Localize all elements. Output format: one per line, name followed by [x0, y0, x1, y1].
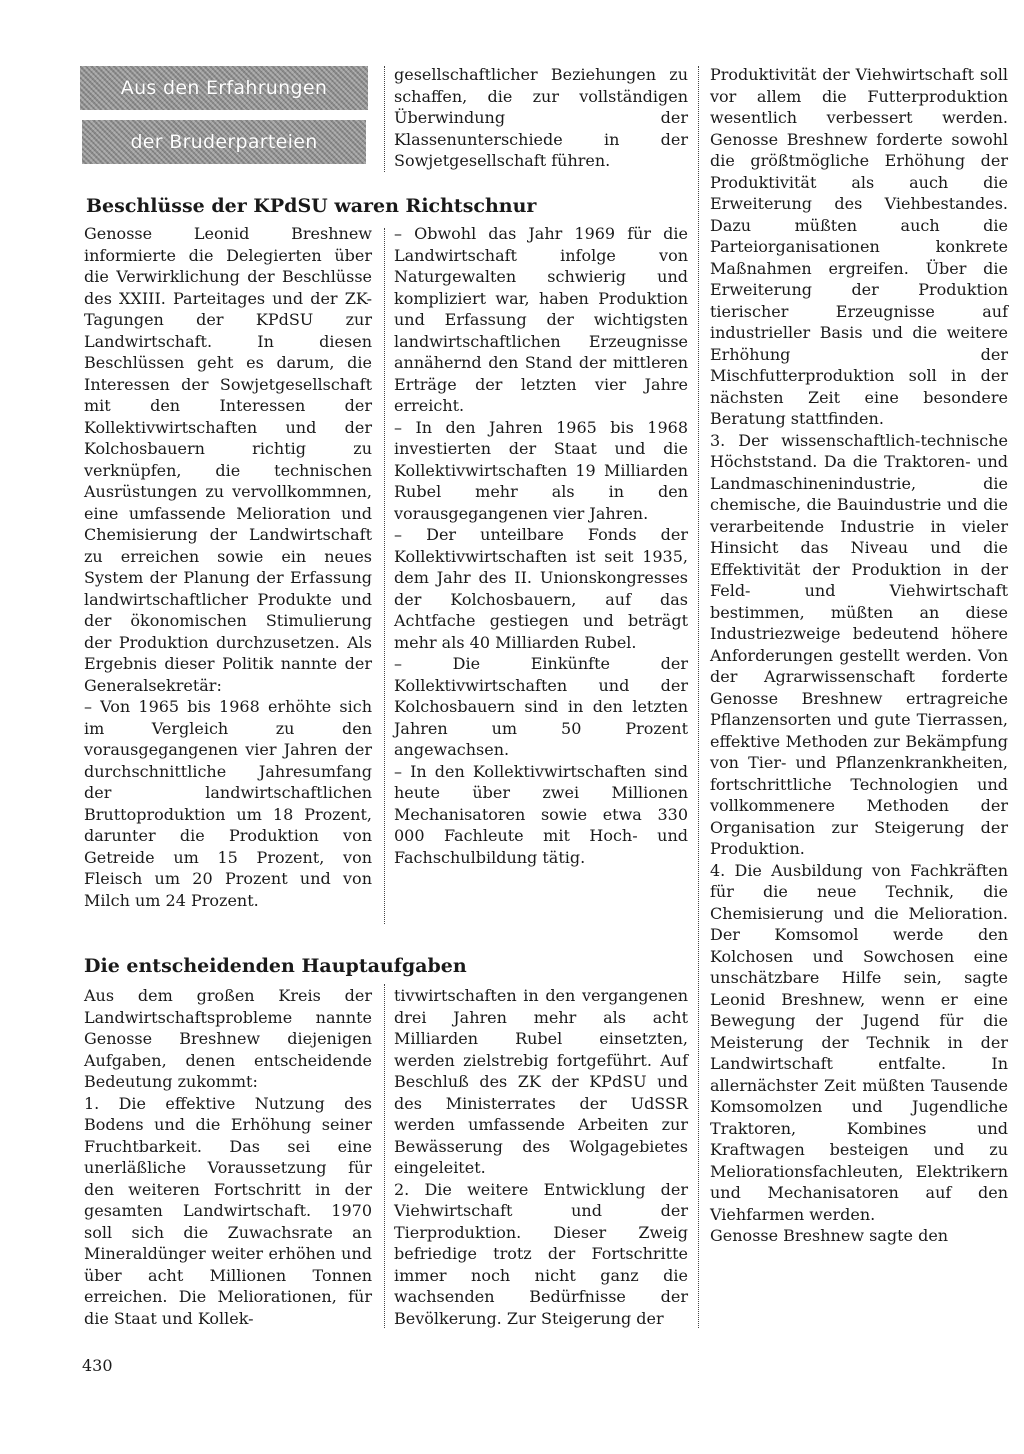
- paragraph: – Die Einkünfte der Kollektivwirtschaften und der Kolchosbauern sind in den letzten Jahren um 50 Prozent angewachsen.: [394, 654, 688, 759]
- section-banner: [80, 66, 368, 166]
- banner-line-1: Aus den Erfahrungen: [80, 66, 368, 110]
- column-divider: [698, 66, 699, 1328]
- section-headline: Beschlüsse der KPdSU waren Richtschnur: [86, 195, 537, 217]
- column-divider: [384, 984, 385, 1328]
- banner-line-2: der Bruderparteien: [82, 120, 366, 164]
- paragraph: 4. Die Ausbildung von Fachkräften für die neue Technik, die Chemisierung und die Melioration. Der Komsomol werde den Kolchosen und Sowchosen eine unschätzbare Hilfe sein, sagte Leonid Breshnew, wenn er eine Bewegung der Jugend für die Meisterung der Technik in der Landwirtschaft entfalte. In allernächster Zeit müßten Tausende Komsomolzen und Jugendliche Traktoren, Kombines und Kraftwagen besteigen und zu Meliorationsfachleuten, Elektrikern und Mechanisatoren auf den Viehfarmen werden.: [710, 860, 1008, 1224]
- paragraph: 1. Die effektive Nutzung des Bodens und die Erhöhung seiner Fruchtbarkeit. Das sei eine unerläßliche Voraussetzung für den weiteren Fortschritt in der gesamten Landwirtschaft. 1970 soll sich die Zuwachsrate an Mineraldünger weiter erhöhen und über acht Millionen Tonnen erreichen. Die Meliorationen, für die Staat und Kollek-: [84, 1093, 372, 1328]
- article-column-left-2: [84, 985, 372, 1329]
- section-headline: Die entscheidenden Hauptaufgaben: [84, 955, 467, 977]
- page-number: 430: [82, 1356, 113, 1375]
- article-column-right: [710, 64, 1008, 1247]
- article-column-left: [84, 223, 372, 911]
- paragraph: – In den Jahren 1965 bis 1968 investierten der Staat und die Kollektivwirtschaften 19 Milliarden Rubel mehr als in den vorausgegangenen vier Jahren.: [394, 417, 688, 523]
- paragraph: – In den Kollektivwirtschaften sind heute über zwei Millionen Mechanisatoren sowie etwa 330 000 Fachleute mit Hoch- und Fachschulbildung tätig.: [394, 761, 688, 867]
- paragraph: 3. Der wissenschaftlich-technische Höchststand. Da die Traktoren- und Landmaschinenindustrie, die chemische, die Bauindustrie und die verarbeitende Industrie in vieler Hinsicht das Niveau und die Effektivität der Produktion in der Feld- und Viehwirtschaft bestimmen, müßten an diese Industriezweige bedeutend höhere Anforderungen gestellt werden. Von der Agrarwissenschaft forderte Genosse Breshnew ertragreiche Pflanzensorten und gute Tierrassen, effektive Methoden zur Bekämpfung von Tier- und Pflanzenkrankheiten, fortschrittliche Technologien und vollkommenere Methoden der Organisation zur Steigerung der Produktion.: [710, 430, 1008, 858]
- paragraph: Genosse Breshnew sagte den: [710, 1226, 949, 1245]
- article-column-middle: [394, 223, 688, 868]
- paragraph: – Von 1965 bis 1968 erhöhte sich im Vergleich zu den vorausgegangenen vier Jahren der durchschnittliche Jahresumfang der landwirtschaftlichen Bruttoproduktion um 18 Prozent, darunter die Produktion von Getreide um 15 Prozent, von Fleisch um 20 Prozent und von Milch um 24 Prozent.: [84, 697, 372, 910]
- article-column-middle-2: [394, 985, 688, 1329]
- article-column-top-middle: [394, 64, 688, 172]
- paragraph: Genosse Leonid Breshnew informierte die Delegierten über die Verwirklichung der Beschlüsse des XXIII. Parteitages und der ZK-Tagungen der KPdSU zur Landwirtschaft. In diesen Beschlüssen geht es darum, die Interessen der Sowjetgesellschaft mit den Interessen der Kollektivwirtschaften und der Kolchosbauern richtig zu verknüpfen, die technischen Ausrüstungen zu vervollkommnen, eine umfassende Melioration und Chemisierung der Landwirtschaft zu erreichen sowie ein neues System der Planung der Erfassung landwirtschaftlicher Produkte und der ökonomischen Stimulierung der Produktion durchzusetzen. Als Ergebnis dieser Politik nannte der Generalsekretär:: [84, 224, 372, 695]
- paragraph: Aus dem großen Kreis der Landwirtschaftsprobleme nannte Genosse Breshnew diejenigen Aufgaben, denen entscheidende Bedeutung zukommt:: [84, 986, 372, 1091]
- paragraph: tivwirtschaften in den vergangenen drei Jahren mehr als acht Milliarden Rubel einsetzten, werden zielstrebig fortgeführt. Auf Beschluß des ZK der KPdSU und des Ministerrates der UdSSR werden umfassende Arbeiten zur Bewässerung des Wolgagebietes eingeleitet.: [394, 986, 688, 1177]
- column-divider: [384, 228, 385, 924]
- paragraph: – Obwohl das Jahr 1969 für die Landwirtschaft infolge von Naturgewalten schwierig und kompliziert war, haben Produktion und Erfassung der wichtigsten landwirtschaftlichen Erzeugnisse annähernd den Stand der mittleren Erträge der letzten vier Jahre erreicht.: [394, 224, 688, 415]
- paragraph: – Der unteilbare Fonds der Kollektivwirtschaften ist seit 1935, dem Jahr des II. Unionskongresses der Kolchosbauern, auf das Achtfache gestiegen und beträgt mehr als 40 Milliarden Rubel.: [394, 525, 688, 652]
- paragraph: Produktivität der Viehwirtschaft soll vor allem die Futterproduktion wesentlich verbessert werden. Genosse Breshnew forderte sowohl die größtmögliche Erhöhung der Produktivität als auch die Erweiterung des Viehbestandes. Dazu müßten auch die Parteiorganisationen konkrete Maßnahmen ergreifen. Über die Erweiterung der Produktion tierischer Erzeugnisse auf industrieller Basis und die weitere Erhöhung der Mischfutterproduktion soll in der nächsten Zeit eine besondere Beratung stattfinden.: [710, 65, 1008, 428]
- paragraph: 2. Die weitere Entwicklung der Viehwirtschaft und der Tierproduktion. Dieser Zweig befriedige trotz der Fortschritte immer noch nicht ganz die wachsenden Bedürfnisse der Bevölkerung. Zur Steigerung der: [394, 1179, 688, 1328]
- paragraph: gesellschaftlicher Beziehungen zu schaffen, die zur vollständigen Überwindung der Klassenunterschiede in der Sowjetgesellschaft führen.: [394, 65, 688, 170]
- column-divider: [384, 66, 385, 172]
